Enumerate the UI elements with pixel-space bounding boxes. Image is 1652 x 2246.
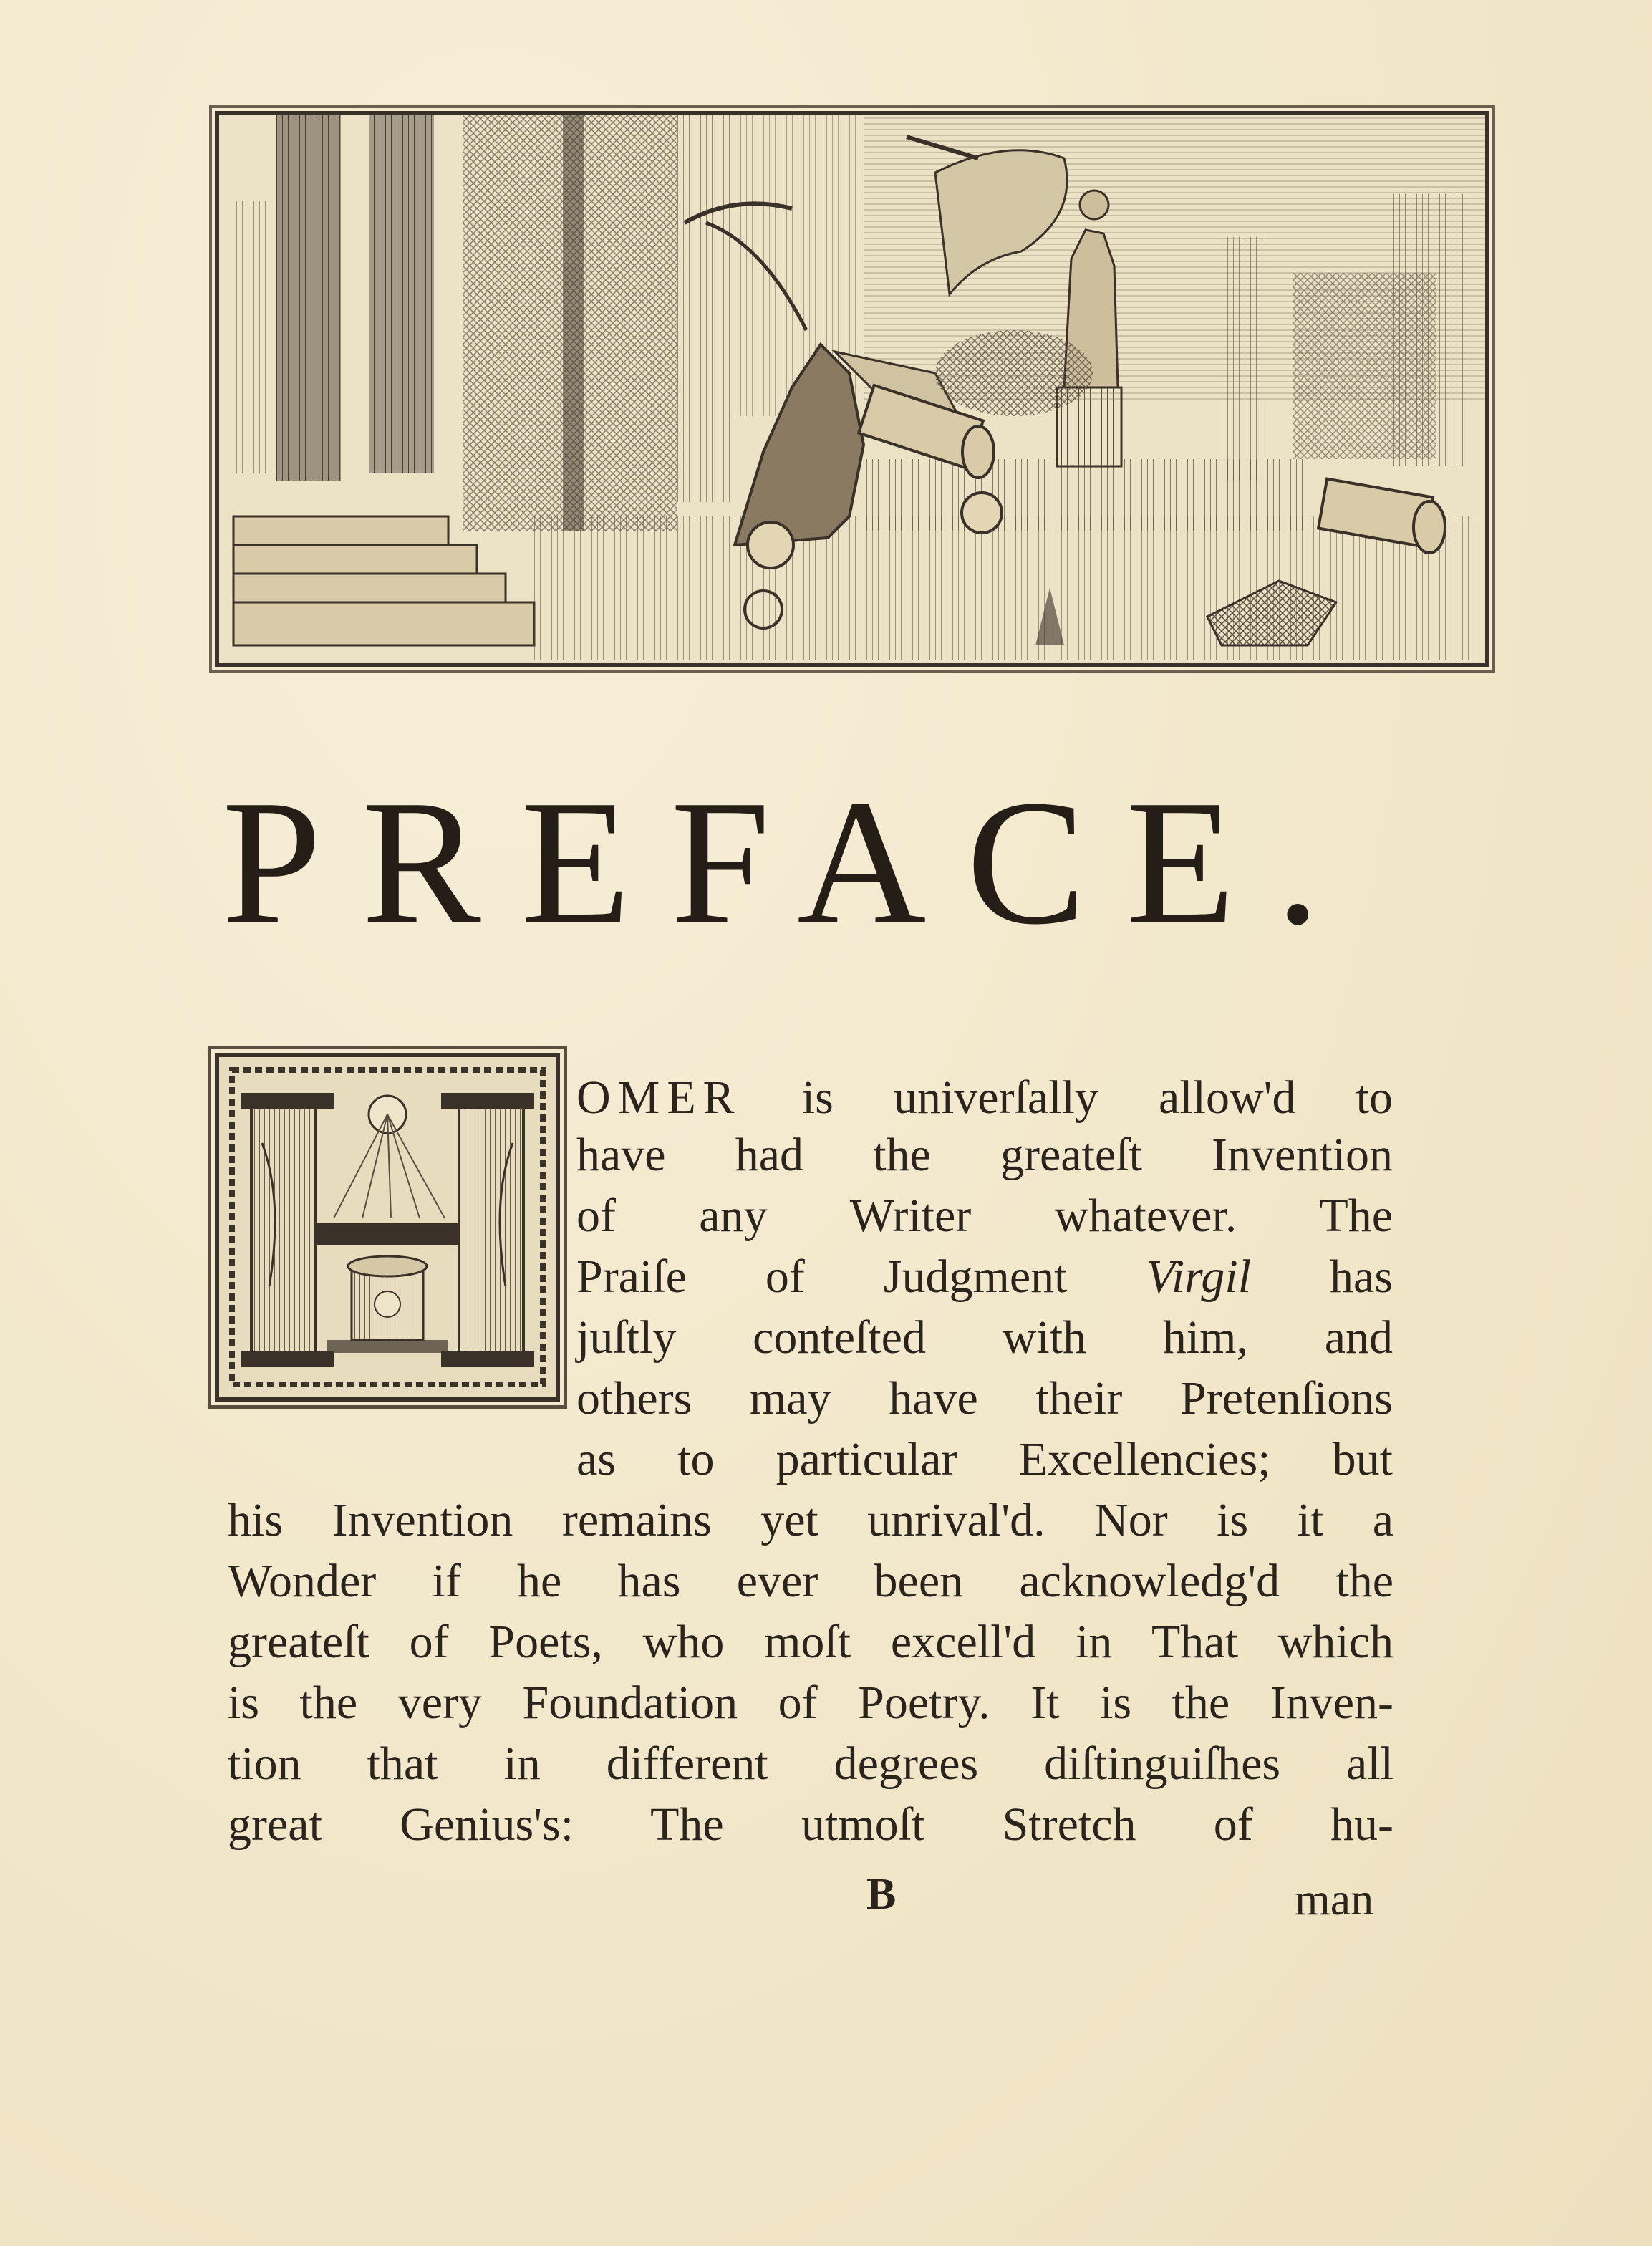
text-line-4 xyxy=(576,1250,1393,1303)
decorated-initial-letter xyxy=(215,1053,560,1402)
page-title: PREFACE. xyxy=(222,763,1361,962)
engraved-headpiece-illustration xyxy=(215,111,1489,667)
text-line-10: greateſt of Poets, who moſt excell'd in That which xyxy=(228,1616,1393,1668)
text-line-13: great Genius's: The utmoſt Stretch of hu- xyxy=(228,1798,1393,1851)
initial-letter-text xyxy=(219,1057,556,1397)
text-line-5: juſtly conteſted with him, and xyxy=(576,1311,1393,1364)
text-line-8: his Invention remains yet unrival'd. Nor is it a xyxy=(228,1494,1393,1546)
text-run: has xyxy=(1251,1250,1393,1303)
text-line-1 xyxy=(576,1071,1393,1124)
text-run: Praiſe of Judgment xyxy=(576,1250,1146,1303)
text-run: is univerſally allow'd to xyxy=(741,1071,1393,1124)
text-line-12: tion that in different degrees diſtinguiſhes all xyxy=(228,1737,1393,1790)
text-line-2: have had the greateſt Invention xyxy=(576,1129,1393,1181)
text-line-6: others may have their Pretenſions xyxy=(576,1372,1393,1425)
text-line-3: of any Writer whatever. The xyxy=(576,1190,1393,1242)
text-line-7: as to particular Excellencies; but xyxy=(576,1433,1393,1485)
text-caps: OMER xyxy=(576,1071,742,1124)
signature-mark: B xyxy=(866,1870,897,1919)
italic-name: Virgil xyxy=(1146,1250,1252,1303)
catchword: man xyxy=(1295,1874,1374,1924)
text-line-9: Wonder if he has ever been acknowledg'd the xyxy=(228,1555,1393,1607)
text-line-11: is the very Foundation of Poetry. It is the Inven- xyxy=(228,1677,1393,1729)
